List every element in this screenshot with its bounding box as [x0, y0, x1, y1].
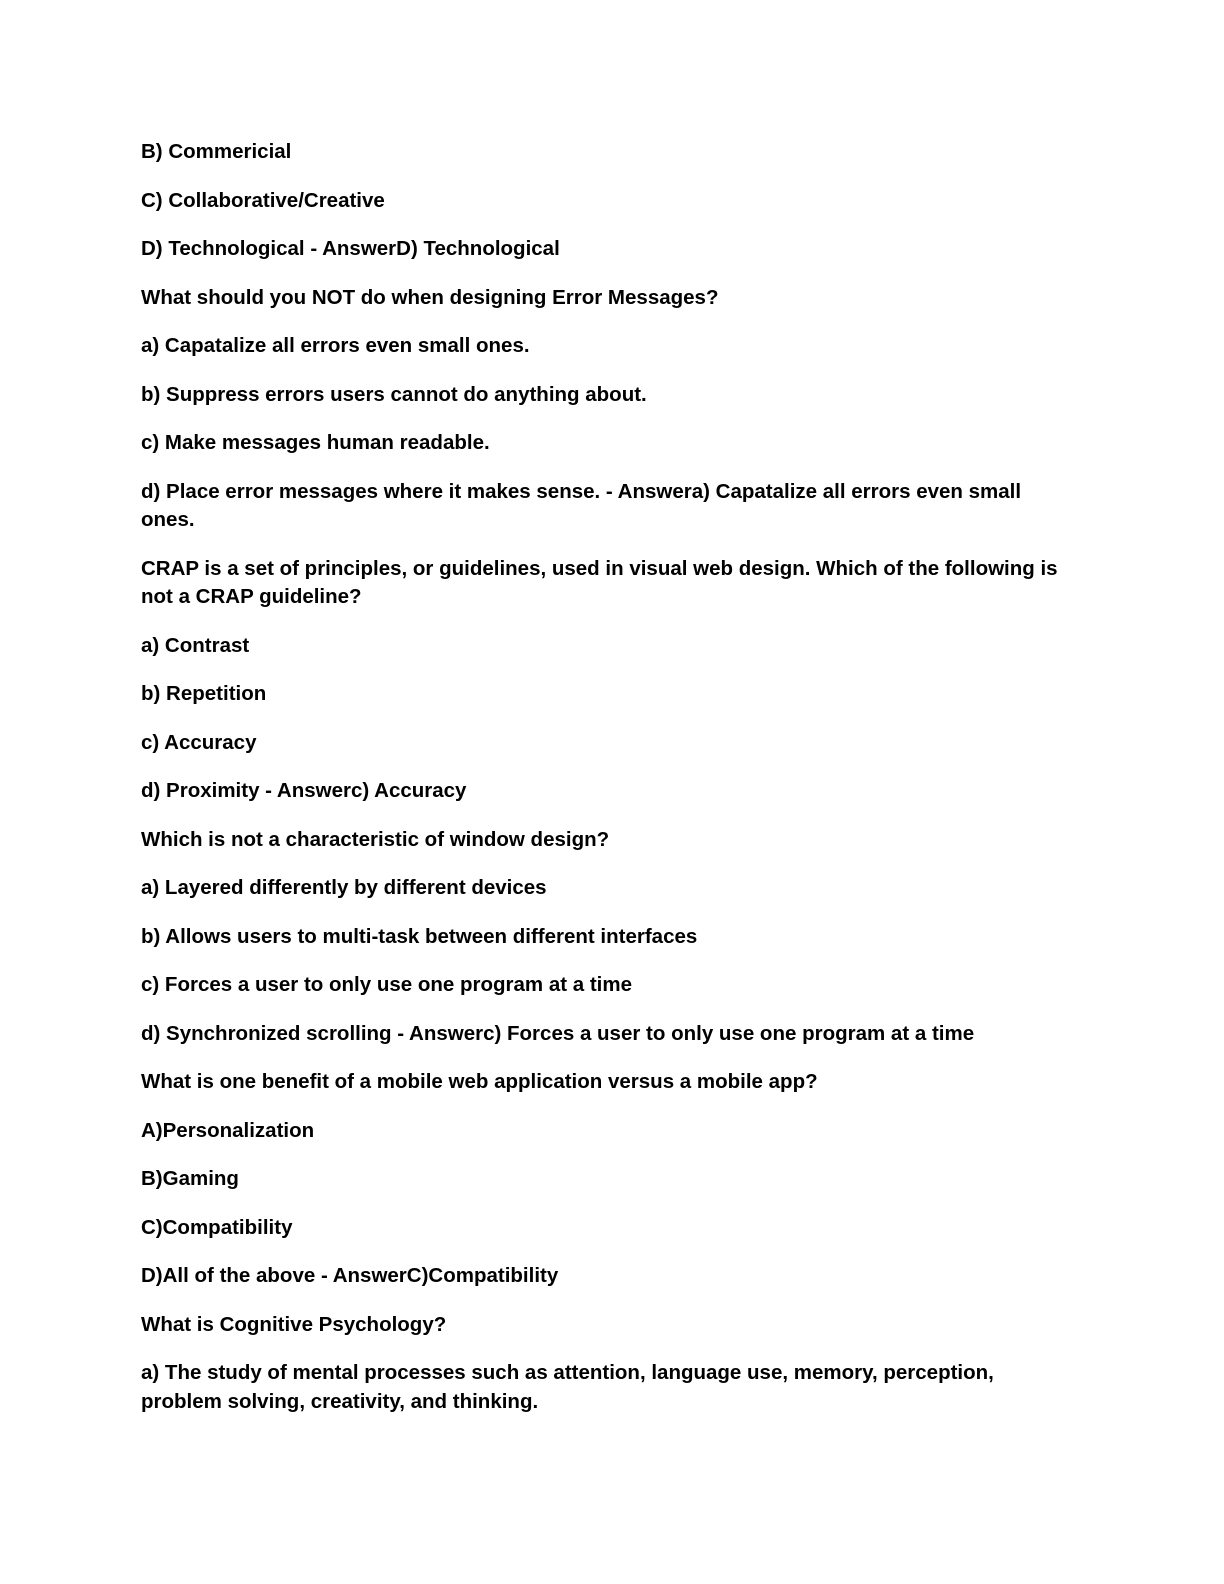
- option-a-personalization: A)Personalization: [141, 1118, 315, 1142]
- question-error-messages: What should you NOT do when designing Error Messages?: [141, 285, 719, 309]
- question-window-design: Which is not a characteristic of window design?: [141, 827, 610, 851]
- option-d-all-answer: D)All of the above - AnswerC)Compatibility: [141, 1264, 559, 1287]
- option-b-commercial: B) Commericial: [141, 140, 292, 163]
- question-mobile-web: What is one benefit of a mobile web application versus a mobile app?: [141, 1070, 818, 1093]
- option-c-forces-one-program: c) Forces a user to only use one program at a time: [141, 973, 632, 996]
- option-a-mental-processes: a) The study of mental processes such as attention, language use, memory, perception, problem solving, creativity, and thinking.: [141, 1361, 994, 1413]
- option-d-technological-answer: D) Technological - AnswerD) Technological: [141, 237, 560, 260]
- option-d-synchronized-answer: d) Synchronized scrolling - Answerc) Forces a user to only use one program at a time: [141, 1021, 975, 1045]
- option-b-gaming: B)Gaming: [141, 1167, 239, 1190]
- option-c-human-readable: c) Make messages human readable.: [141, 431, 490, 454]
- question-cognitive-psychology: What is Cognitive Psychology?: [141, 1312, 447, 1336]
- option-b-repetition: b) Repetition: [141, 682, 267, 705]
- question-crap: CRAP is a set of principles, or guidelines, used in visual web design. Which of the following is not a CRAP guideline?: [141, 556, 1058, 608]
- document-body: [141, 138, 1061, 1436]
- option-a-capatalize: a) Capatalize all errors even small ones.: [141, 334, 530, 357]
- option-b-suppress: b) Suppress errors users cannot do anything about.: [141, 382, 647, 406]
- option-d-proximity-answer: d) Proximity - Answerc) Accuracy: [141, 779, 467, 802]
- option-c-collaborative: C) Collaborative/Creative: [141, 188, 385, 212]
- option-c-accuracy: c) Accuracy: [141, 730, 257, 754]
- option-d-place-answer: d) Place error messages where it makes sense. - Answera) Capatalize all errors even small ones.: [141, 479, 1022, 531]
- option-b-multitask: b) Allows users to multi-task between different interfaces: [141, 924, 698, 948]
- option-a-layered: a) Layered differently by different devices: [141, 876, 547, 899]
- option-c-compatibility: C)Compatibility: [141, 1215, 293, 1239]
- option-a-contrast: a) Contrast: [141, 633, 250, 657]
